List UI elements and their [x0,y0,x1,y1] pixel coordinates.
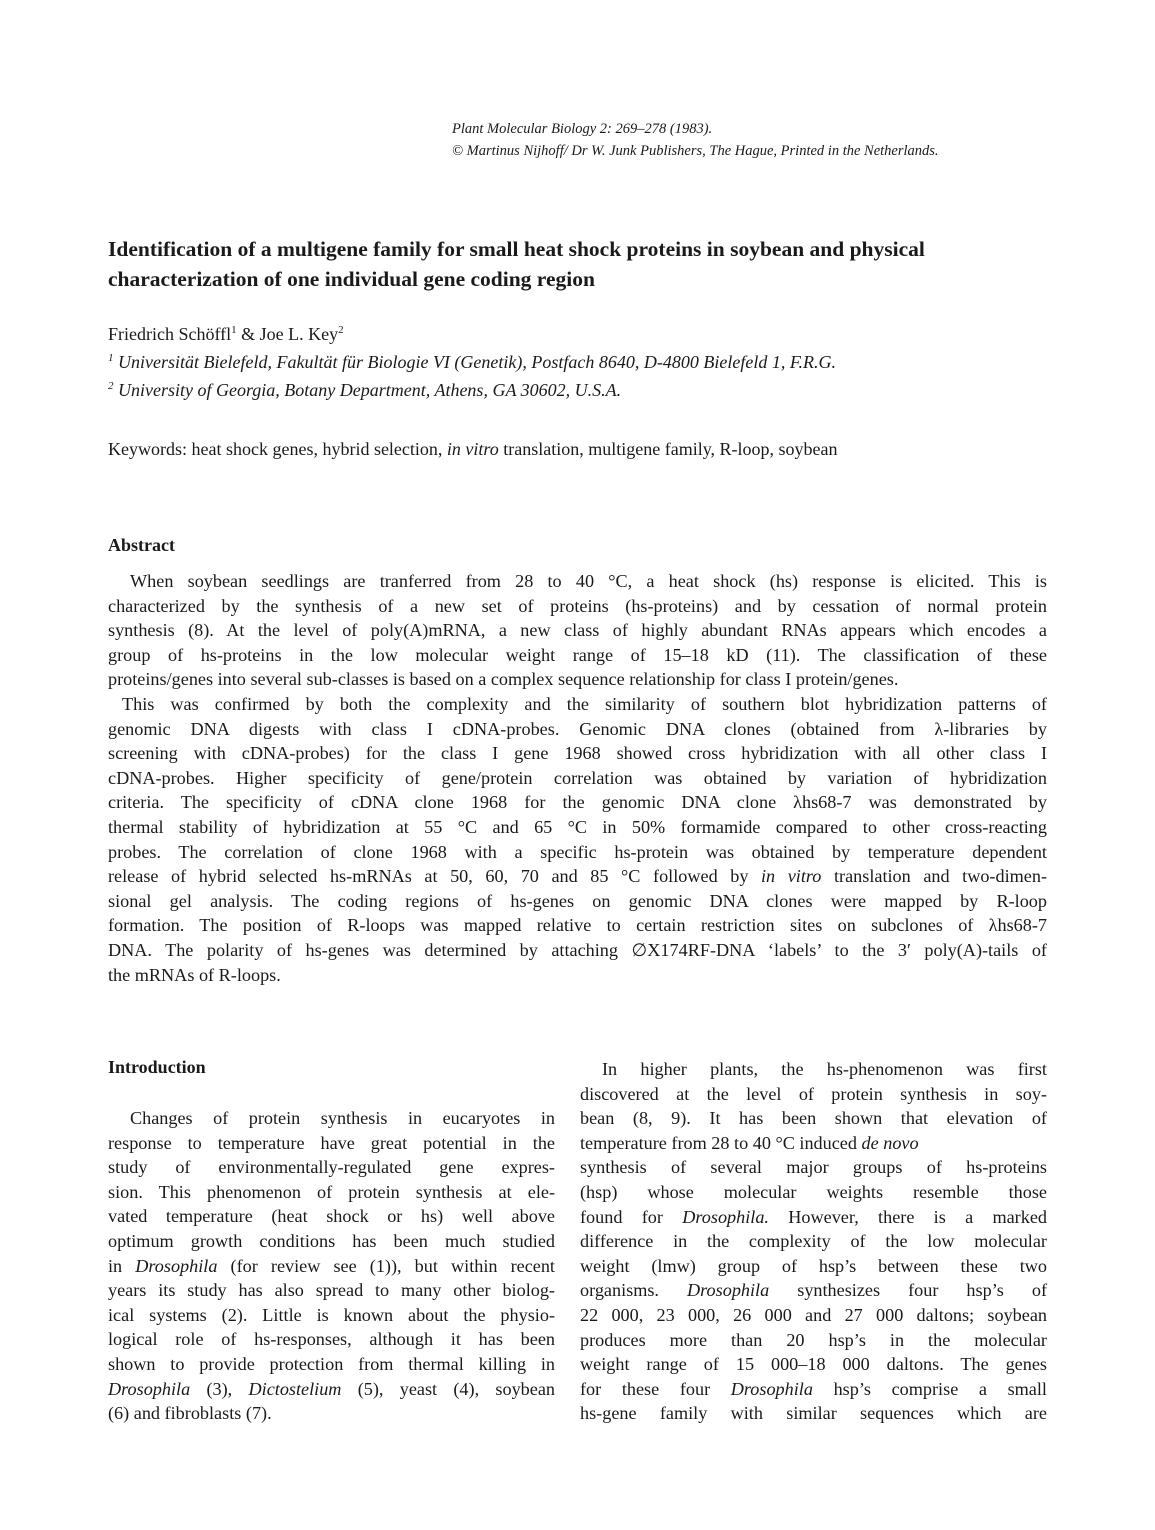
text-segment: ical systems (2). Little is known about the physio- [108,1304,555,1325]
text-line [108,1254,555,1279]
introduction-right-column [580,1057,1047,1426]
text-segment: years its study has also spread to many other biolog- [108,1280,555,1301]
text-segment: release of hybrid selected hs-mRNAs at 50, 60, 70 and 85 °C followed by [108,866,761,887]
text-segment: vated temperature (heat shock or hs) well above [108,1206,555,1227]
text-segment: temperature from 28 to 40 °C induced [580,1132,862,1153]
text-segment: sional gel analysis. The coding regions of hs-genes on genomic DNA clones were mapped by R-loop [108,890,1047,911]
affiliation-text: Universität Bielefeld, Fakultät für Biologie VI (Genetik), Postfach 8640, D-4800 Bielefeld 1, F.R.G. [113,352,837,372]
text-line [108,913,1047,938]
text-segment: sion. This phenomenon of protein synthesis at ele- [108,1181,555,1202]
affiliation-marker: 2 [108,380,114,392]
italic-text: Drosophila [730,1378,813,1399]
text-line [580,1155,1047,1180]
affiliation-marker: 1 [108,352,114,364]
text-line [108,1327,555,1352]
text-line [580,1229,1047,1254]
text-segment: weight range of 15 000–18 000 daltons. The genes [580,1354,1047,1375]
text-segment: (5), yeast (4), soybean [341,1378,555,1399]
text-segment: (6) and fibroblasts (7). [108,1403,272,1424]
text-line [108,569,1047,594]
title-line: Identification of a multigene family for small heat shock proteins in soybean and physical [108,237,925,261]
publisher-line: © Martinus Nijhoff/ Dr W. Junk Publishers, The Hague, Printed in the Netherlands. [452,143,939,159]
text-segment: DNA. The polarity of hs-genes was determined by attaching ∅X174RF-DNA ‘labels’ to the 3′ poly(A)-tails of [108,939,1047,960]
text-line [580,1254,1047,1279]
text-segment: for these four [580,1378,731,1399]
text-line [108,1204,555,1229]
italic-text: Drosophila [108,1378,191,1399]
text-line [580,1303,1047,1328]
text-line [108,1131,555,1156]
text-line [108,1303,555,1328]
text-segment: In higher plants, the hs-phenomenon was first [602,1059,1047,1079]
text-line [108,889,1047,914]
author-name: Joe L. Key [259,324,339,344]
text-segment: organisms. [580,1280,688,1301]
author-name: Friedrich Schöffl [108,324,232,344]
journal-header [452,118,939,162]
text-segment: synthesis of several major groups of hs-proteins [580,1157,1047,1178]
text-line [580,1180,1047,1205]
abstract-heading: Abstract [108,535,175,555]
text-line [580,1082,1047,1107]
text-segment: This was confirmed by both the complexity and the similarity of southern blot hybridization patterns of [122,693,1047,714]
affiliation [108,374,836,402]
italic-text: in vitro [761,866,822,887]
keywords-italic: in vitro [446,439,499,459]
text-line [580,1401,1047,1426]
text-line [108,741,1047,766]
text-line [580,1205,1047,1230]
text-line [108,1352,555,1377]
text-line [108,815,1047,840]
text-line [108,766,1047,791]
text-line [580,1131,1047,1156]
text-segment: bean (8, 9). It has been shown that elevation of [580,1108,1047,1129]
text-segment: (for review see (1)), but within recent [217,1255,555,1276]
text-line [580,1106,1047,1131]
text-line [108,790,1047,815]
text-segment: translation and two-dimen- [821,866,1048,887]
keywords [108,439,838,460]
text-line [108,594,1047,619]
text-line [108,938,1047,963]
text-line [108,618,1047,643]
affiliation-marker: 2 [338,324,344,336]
text-line [580,1278,1047,1303]
keywords-text: Keywords: heat shock genes, hybrid selection, [108,439,447,459]
text-line [580,1352,1047,1377]
italic-text: de novo [861,1132,919,1153]
affiliation [108,346,836,374]
text-segment: formation. The position of R-loops was mapped relative to certain restriction sites on subclones of λhs68-7 [108,915,1047,936]
introduction-left-column [108,1106,555,1426]
text-line [580,1057,1047,1082]
journal-citation: Plant Molecular Biology 2: 269–278 (1983). [452,121,713,137]
text-line [108,840,1047,865]
text-segment: hs-gene family with similar sequences which are [580,1403,1047,1424]
paper-title [108,234,1053,294]
authors-block [108,318,836,402]
text-segment: (3), [190,1378,249,1399]
text-line [108,1229,555,1254]
affiliation-marker: 1 [231,324,237,336]
text-segment: screening with cDNA-probes) for the class I gene 1968 showed cross hybridization with all other class I [108,743,1047,764]
title-line: characterization of one individual gene coding region [108,267,595,291]
italic-text: Drosophila. [682,1206,769,1227]
text-segment: response to temperature have great potential in the [108,1132,555,1153]
text-segment: characterized by the synthesis of a new set of proteins (hs-proteins) and by cessation of normal protein [108,595,1047,616]
text-segment: synthesizes four hsp’s of [769,1280,1048,1301]
text-line [108,717,1047,742]
text-line [580,1377,1047,1402]
keywords-text: translation, multigene family, R-loop, soybean [498,439,838,459]
text-line [108,643,1047,668]
text-line [108,692,1047,717]
text-segment: found for [580,1206,683,1227]
text-line [580,1328,1047,1353]
text-segment: genomic DNA digests with class I cDNA-probes. Genomic DNA clones (obtained from λ-libraries by [108,718,1047,739]
text-line [108,864,1047,889]
text-segment: shown to provide protection from thermal killing in [108,1353,555,1374]
text-segment: weight (lmw) group of hsp’s between these two [580,1255,1047,1276]
text-segment: thermal stability of hybridization at 55 °C and 65 °C in 50% formamide compared to other cross-reacting [108,816,1047,837]
text-segment: synthesis (8). At the level of poly(A)mRNA, a new class of highly abundant RNAs appears which encodes a [108,620,1047,641]
author-line [108,318,836,346]
abstract-body [108,569,1047,987]
text-segment: cDNA-probes. Higher specificity of gene/protein correlation was obtained by variation of hybridization [108,767,1047,788]
text-segment: Changes of protein synthesis in eucaryotes in [130,1108,555,1128]
text-line [108,1278,555,1303]
text-segment: hsp’s comprise a small [812,1378,1047,1399]
text-segment: proteins/genes into several sub-classes is based on a complex sequence relationship for class I protein/genes. [108,669,899,690]
italic-text: Dictostelium [248,1378,342,1399]
text-segment: However, there is a marked [768,1206,1047,1227]
italic-text: Drosophila [135,1255,218,1276]
text-segment: the mRNAs of R-loops. [108,964,281,985]
italic-text: Drosophila [687,1280,770,1301]
text-segment: criteria. The specificity of cDNA clone 1968 for the genomic DNA clone λhs68-7 was demonstrated by [108,792,1047,813]
text-segment: in [108,1255,136,1276]
text-segment: produces more than 20 hsp’s in the molecular [580,1329,1047,1350]
text-segment: 22 000, 23 000, 26 000 and 27 000 daltons; soybean [580,1304,1047,1325]
text-segment: group of hs-proteins in the low molecular weight range of 15–18 kD (11). The classification of these [108,644,1047,665]
text-segment: study of environmentally-regulated gene expres- [108,1157,555,1178]
text-segment: discovered at the level of protein synthesis in soy- [580,1083,1047,1104]
text-line [108,963,1047,988]
text-line [108,1106,555,1131]
text-line [108,1155,555,1180]
text-segment: logical role of hs-responses, although it has been [108,1329,555,1350]
ampersand: & [236,324,260,344]
text-segment: optimum growth conditions has been much studied [108,1230,555,1251]
text-line [108,1377,555,1402]
introduction-heading: Introduction [108,1057,206,1077]
text-line [108,1180,555,1205]
text-line [108,1401,555,1426]
text-line [108,667,1047,692]
text-segment: difference in the complexity of the low molecular [580,1231,1047,1252]
text-segment: (hsp) whose molecular weights resemble those [580,1181,1047,1202]
affiliation-text: University of Georgia, Botany Department, Athens, GA 30602, U.S.A. [113,380,622,400]
text-segment: probes. The correlation of clone 1968 with a specific hs-protein was obtained by temperature dependent [108,841,1047,862]
text-segment: When soybean seedlings are tranferred from 28 to 40 °C, a heat shock (hs) response is elicited. This is [130,571,1047,591]
